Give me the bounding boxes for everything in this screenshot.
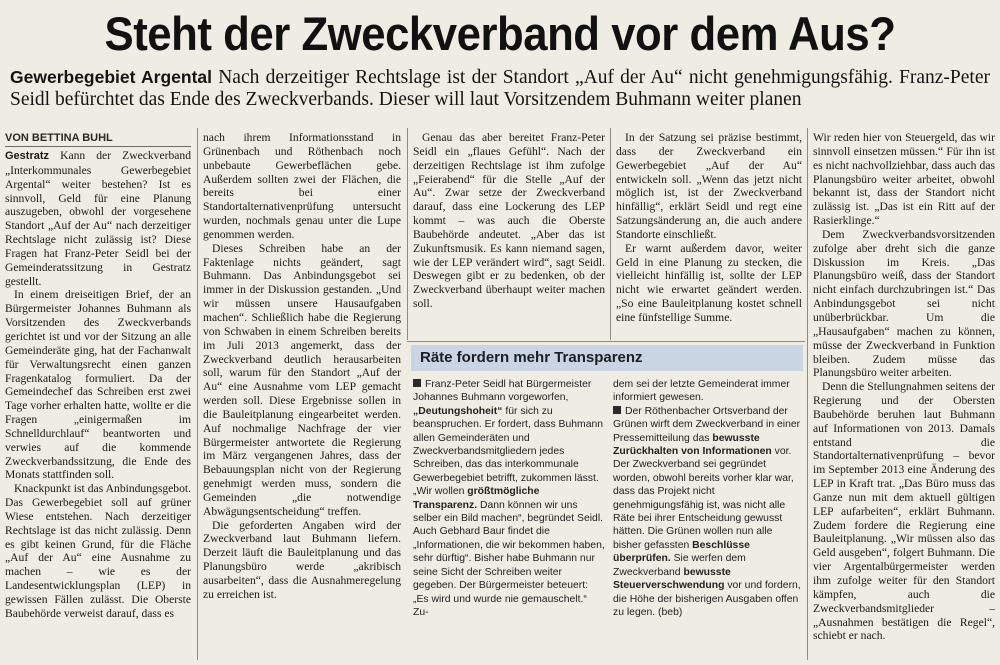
column-divider: [197, 128, 198, 660]
paragraph: Genau das aber bereitet Franz-Peter Seidl ein „flaues Gefühl“. Nach der derzeitigen Rechtslage ist ihm zufolge „Feierabend“ für die Stelle „Auf der Au“. Zwar setze der Zweckverband darauf, dass eine Lockerung des LEP kommt – was auch die Oberste Baubehörde andeutet. „Aber das ist Zukunftsmusik. Es kann niemand sagen, wie der LEP verändert wird“, sagt Seidl. Deswegen gibt er zu bedenken, ob der Zweckverband überhaupt weiter machen soll.: [413, 131, 605, 311]
infobox-column-right: [613, 378, 803, 654]
paragraph: In einem dreiseitigen Brief, der an Bürgermeister Johannes Buhmann als Vorsitzenden des Zweckverbands gerichtet ist und vor der Sitzung an alle Gemeinderäte ging, hat der Fachanwalt für Verwaltungsrecht einen ganzen Fragenkatalog formuliert. Da der Gemeindechef das Schreiben erst zwei Tage vorher erhalten hatte, wollte er die Fragen „einigermaßen im Schnelldurchlauf“ beantworten und verwies auf die kommende Zweckverbandssitzung, die Ende des Monats stattfinden soll.: [5, 288, 191, 482]
infobox-emphasis: bewusste Steuerverschwendung: [613, 566, 731, 592]
infobox-text: Dann können wir uns selber ein Bild machen“, begründet Seidl. Auch Gebhard Baur findet die „Informationen, die wir bekommen haben, sehr dürftig“. Bisher habe Buhmann nur seine Sicht der Schreiben weiter gegeben. Der Bürgermeister beteuert: „Es wird und wurde nie gemauschelt.“ Zu-: [413, 499, 605, 618]
infobox-emphasis: Beschlüsse überprüfen.: [613, 539, 750, 565]
column-divider: [407, 128, 408, 340]
paragraph: Dieses Schreiben habe an der Faktenlage nichts geändert, sagt Buhmann. Das Anbindungsgebot sei immer in der Diskussion gestanden. „Und wir müssen unsere Hausaufgaben machen“. Schließlich habe die Regierung von Schwaben in einem Schreiben bereits im Juli 2013 angemerkt, dass der Zweckverband deutlich herausarbeiten soll, warum für den Standort „Auf der Au“ eine Ausnahme vom LEP gemacht werden soll. Diese Ergebnisse sollen in die Bauleitplanung eingearbeitet werden. Auf nochmalige Nachfrage der vier Bürgermeister antwortete die Regierung im März vergangenen Jahres, dass der Bebauungsplan nicht von der Regierung genehmigt werden muss, sondern die Gemeinden „die notwendige Abwägungsentscheidung“ treffen.: [203, 241, 401, 518]
subhead: [10, 66, 990, 111]
article-column-2: [203, 131, 401, 660]
infobox-emphasis: „Deutungshoheit“: [413, 405, 503, 417]
infobox: [407, 341, 805, 657]
article-column-3: [413, 131, 605, 337]
infobox-emphasis: größtmögliche Transparenz.: [413, 486, 540, 511]
paragraph: Er warnt außerdem davor, weiter Geld in eine Planung zu stecken, die vielleicht hinfällig ist, sollte der LEP nicht wie erwartet geändert werden. „So eine Bauleitplanung kostet schnell eine fünfstellige Summe.: [616, 241, 802, 324]
infobox-text: vor. Der Zweckverband sei gegründet worden, obwohl bereits vorher klar war, dass das Projekt nicht genehmigungsfähig ist, was nicht alle Räte bei ihrer Entscheidung gewusst hätten. Die Grünen wollen nun alle bisher gefassten: [613, 446, 794, 551]
paragraph-text: Kann der Zweckverband „Interkommunales Gewerbegebiet Argental“ weiter bestehen? Ist es sinnvoll, Geld für eine Planung auszugeben, obwohl der vorgesehene Standort „Auf der Au“ nach derzeitiger Rechtslage nicht zulässig ist? Diese Fragen hat Franz-Peter Seidl bei der Gemeinderatssitzung in Gestratz gestellt.: [5, 149, 191, 288]
paragraph: Denn die Stellungnahmen seitens der Regierung und der Obersten Baubehörde beruhen laut Buhmann auf Informationen von 2013. Damals entstand die Standortalternativenprüfung – bevor im September 2013 eine Änderung des LEP in Kraft trat. „Das Büro muss das Ganze nun mit dem aktuell gültigen LEP aufarbeiten“, erklärt Buhmann. Zudem fordere die Regierung eine Bauleitplanung. „Wir müssen also das Geld ausgeben“, folgert Buhmann. Die vier Argentalbürgermeister werden ihm zufolge weiter für den Standort kämpfen, auch die Zweckverbandsmitglieder – „Ausnahmen bestätigen die Regel“, schiebt er nach.: [813, 380, 995, 643]
subhead-kicker: Gewerbegebiet Argental: [10, 67, 212, 87]
paragraph: In der Satzung sei präzise bestimmt, dass der Zweckverband ein Gewerbegebiet „Auf der Au“ entwickeln soll. „Wenn das jetzt nicht möglich ist, ist der Zweckverband hinfällig“, erklärt Seidl und regt eine Satzungsänderung an, die auch andere Standorte einschließt.: [616, 131, 802, 241]
infobox-paragraph: [613, 405, 803, 620]
bullet-square-icon: [613, 406, 621, 414]
headline: Steht der Zweckverband vor dem Aus?: [104, 7, 896, 60]
infobox-emphasis: bewusste Zurückhalten von Informationen: [613, 432, 772, 458]
infobox-text: vor und fordern, die Höhe der bisherigen Ausgaben offen zu legen. (beb): [613, 580, 801, 618]
column-divider: [610, 128, 611, 340]
infobox-text: für sich zu beanspruchen. Er fordert, dass Buhmann allen Gemeinderäten und Zweckverbandsmitgliedern jedes Schreiben, das das interkommunale Gewerbegebiet betrifft, zukommen lässt. „Wir wollen: [413, 405, 604, 498]
infobox-column-left: [413, 378, 605, 654]
article-column-1: [5, 149, 191, 660]
paragraph: Wir reden hier von Steuergeld, das wir sinnvoll einsetzen müssen.“ Für ihn ist es nicht nachvollziehbar, dass auch das Planungsbüro weiter arbeitet, obwohl bekannt ist, dass der Standort nicht zulässig ist. „Das ist ein Ritt auf der Rasierklinge.“: [813, 131, 995, 228]
infobox-text: Sie werfen dem Zweckverband: [613, 553, 746, 578]
bullet-square-icon: [413, 379, 421, 387]
infobox-text: Franz-Peter Seidl hat Bürgermeister Johannes Buhmann vorgeworfen,: [413, 379, 592, 404]
paragraph: Die geforderten Angaben wird der Zweckverband laut Buhmann liefern. Derzeit läuft die Bauleitplanung und das Planungsbüro werde „akribisch ausarbeiten“, dass die Ausnahmeregelung zu erreichen ist.: [203, 518, 401, 601]
infobox-paragraph: dem sei der letzte Gemeinderat immer informiert gewesen.: [613, 379, 790, 404]
subhead-text: Nach derzeitiger Rechtslage ist der Standort „Auf der Au“ nicht genehmigungsfähig. Franz-Peter Seidl befürchtet das Ende des Zweckverbands. Dieser will laut Vorsitzendem Buhmann weiter planen: [10, 67, 990, 110]
byline: VON BETTINA BUHL: [5, 132, 191, 147]
paragraph: Dem Zweckverbandsvorsitzenden zufolge aber dreht sich die ganze Diskussion im Kreis. „Das Planungsbüro weiß, dass der Standort nicht einfach durchzubringen ist.“ Das Anbindungsgebot sei nicht unüberbrückbar. Um die „Hausaufgaben“ machen zu können, müsse der Zweckverband in Funktion bleiben. Zudem müsse das Planungsbüro weiter arbeiten.: [813, 227, 995, 380]
infobox-text: Der Röthenbacher Ortsverband der Grünen wirft dem Zweckverband in einer Pressemitteilung das: [613, 405, 801, 444]
infobox-title: Räte fordern mehr Transparenz: [411, 345, 803, 371]
dateline: Gestratz: [5, 150, 50, 162]
infobox-paragraph: [413, 378, 605, 619]
paragraph: [5, 149, 191, 288]
article-column-5: [813, 131, 995, 660]
article-column-4: [616, 131, 802, 337]
paragraph: Knackpunkt ist das Anbindungsgebot. Das Gewerbegebiet soll auf grüner Wiese entstehen. Nach derzeitiger Rechtslage ist das nicht zulässig. Denn es gibt keinen Grund, für die Fläche „Auf der Au“ eine Ausnahme zu machen – wie es der Landesentwicklungsplan (LEP) in gewissen Fällen zulässt. Die Oberste Baubehörde verweist darauf, dass es: [5, 482, 191, 620]
paragraph: nach ihrem Informationsstand in Grünenbach und Röthenbach noch unbebaute Gewerbeflächen gebe. Außerdem sollten zwei der Flächen, die bereits bei einer Standortalternativenprüfung untersucht wurden, nochmals genau unter die Lupe genommen werden.: [203, 131, 401, 241]
column-divider: [807, 128, 808, 660]
